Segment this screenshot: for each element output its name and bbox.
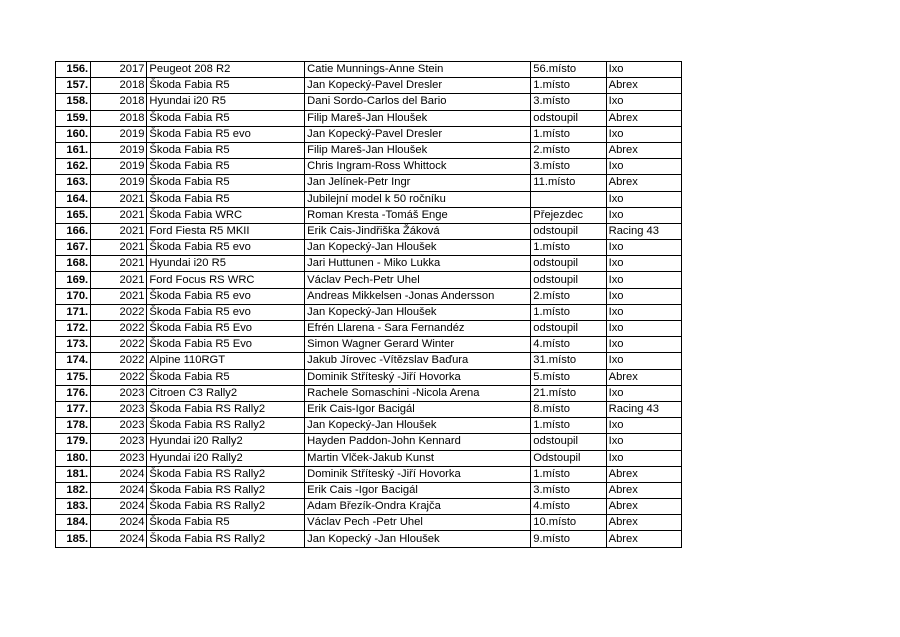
cell-year: 2022: [91, 337, 147, 353]
cell-result: 4.místo: [531, 337, 606, 353]
cell-crew: Andreas Mikkelsen -Jonas Andersson: [305, 288, 531, 304]
cell-model: Ford Focus RS WRC: [147, 272, 305, 288]
table-row: [56, 159, 682, 175]
cell-model: Hyundai i20 R5: [147, 256, 305, 272]
cell-year: 2021: [91, 191, 147, 207]
cell-crew: Dominik Stříteský -Jiří Hovorka: [305, 466, 531, 482]
cell-manufacturer: Abrex: [606, 499, 681, 515]
cell-year: 2018: [91, 94, 147, 110]
cell-crew: Erik Cais-Jindřiška Žáková: [305, 223, 531, 239]
cell-model: Škoda Fabia RS Rally2: [147, 482, 305, 498]
cell-result: 3.místo: [531, 94, 606, 110]
cell-model: Škoda Fabia RS Rally2: [147, 418, 305, 434]
cell-model: Škoda Fabia RS Rally2: [147, 466, 305, 482]
table-row: [56, 126, 682, 142]
cell-result: 4.místo: [531, 499, 606, 515]
table-row: [56, 418, 682, 434]
cell-crew: Jubilejní model k 50 ročníku: [305, 191, 531, 207]
cell-result: 1.místo: [531, 304, 606, 320]
cell-crew: Jan Kopecký-Jan Hloušek: [305, 304, 531, 320]
cell-number: 160.: [56, 126, 91, 142]
cell-result: 1.místo: [531, 240, 606, 256]
cell-year: 2018: [91, 78, 147, 94]
cell-number: 183.: [56, 499, 91, 515]
cell-model: Škoda Fabia R5 evo: [147, 126, 305, 142]
cell-number: 166.: [56, 223, 91, 239]
cell-result: odstoupil: [531, 321, 606, 337]
cell-result: 1.místo: [531, 126, 606, 142]
cell-model: Škoda Fabia WRC: [147, 207, 305, 223]
cell-number: 185.: [56, 531, 91, 547]
cell-crew: Jan Kopecký-Pavel Dresler: [305, 126, 531, 142]
cell-manufacturer: Abrex: [606, 515, 681, 531]
cell-model: Škoda Fabia R5 Evo: [147, 321, 305, 337]
table-row: [56, 62, 682, 78]
cell-number: 165.: [56, 207, 91, 223]
cell-year: 2024: [91, 499, 147, 515]
cell-year: 2022: [91, 321, 147, 337]
cell-crew: Efrén Llarena - Sara Fernandéz: [305, 321, 531, 337]
cell-result: 10.místo: [531, 515, 606, 531]
table-row: [56, 321, 682, 337]
cell-manufacturer: Ixo: [606, 94, 681, 110]
cell-result: 5.místo: [531, 369, 606, 385]
cell-number: 169.: [56, 272, 91, 288]
cell-year: 2018: [91, 110, 147, 126]
cell-result: 1.místo: [531, 466, 606, 482]
cell-manufacturer: Ixo: [606, 207, 681, 223]
table-row: [56, 207, 682, 223]
cell-model: Alpine 110RGT: [147, 353, 305, 369]
cell-number: 167.: [56, 240, 91, 256]
cell-crew: Martin Vlček-Jakub Kunst: [305, 450, 531, 466]
cell-manufacturer: Ixo: [606, 385, 681, 401]
cell-year: 2024: [91, 482, 147, 498]
cell-crew: Erik Cais-Igor Bacigál: [305, 401, 531, 417]
cell-result: 31.místo: [531, 353, 606, 369]
cell-model: Škoda Fabia R5: [147, 369, 305, 385]
cell-model: Škoda Fabia RS Rally2: [147, 531, 305, 547]
table-row: [56, 353, 682, 369]
cell-number: 175.: [56, 369, 91, 385]
cell-model: Škoda Fabia RS Rally2: [147, 401, 305, 417]
cell-crew: Simon Wagner Gerard Winter: [305, 337, 531, 353]
cell-manufacturer: Abrex: [606, 531, 681, 547]
table-row: [56, 240, 682, 256]
cell-number: 177.: [56, 401, 91, 417]
cell-year: 2021: [91, 223, 147, 239]
cell-model: Škoda Fabia R5: [147, 78, 305, 94]
cell-crew: Václav Pech-Petr Uhel: [305, 272, 531, 288]
cell-result: odstoupil: [531, 256, 606, 272]
cell-year: 2023: [91, 418, 147, 434]
cell-manufacturer: Ixo: [606, 126, 681, 142]
cell-result: Odstoupil: [531, 450, 606, 466]
cell-result: 9.místo: [531, 531, 606, 547]
cell-result: odstoupil: [531, 272, 606, 288]
cell-crew: Filip Mareš-Jan Hloušek: [305, 142, 531, 158]
cell-crew: Jan Jelínek-Petr Ingr: [305, 175, 531, 191]
cell-result: 2.místo: [531, 288, 606, 304]
table-row: [56, 466, 682, 482]
table-row: [56, 385, 682, 401]
cell-manufacturer: Ixo: [606, 256, 681, 272]
table-row: [56, 191, 682, 207]
cell-manufacturer: Ixo: [606, 272, 681, 288]
cell-crew: Jan Kopecký -Jan Hloušek: [305, 531, 531, 547]
cell-manufacturer: Racing 43: [606, 223, 681, 239]
cell-crew: Catie Munnings-Anne Stein: [305, 62, 531, 78]
cell-number: 164.: [56, 191, 91, 207]
cell-crew: Jan Kopecký-Jan Hloušek: [305, 240, 531, 256]
cell-year: 2022: [91, 304, 147, 320]
table-row: [56, 531, 682, 547]
cell-year: 2021: [91, 256, 147, 272]
cell-number: 182.: [56, 482, 91, 498]
cell-manufacturer: Ixo: [606, 62, 681, 78]
cell-number: 172.: [56, 321, 91, 337]
cell-result: odstoupil: [531, 223, 606, 239]
cell-year: 2021: [91, 207, 147, 223]
cell-crew: Chris Ingram-Ross Whittock: [305, 159, 531, 175]
cell-manufacturer: Ixo: [606, 159, 681, 175]
cell-crew: Jakub Jírovec -Vítězslav Baďura: [305, 353, 531, 369]
cell-manufacturer: Ixo: [606, 450, 681, 466]
cell-model: Škoda Fabia R5 evo: [147, 304, 305, 320]
cell-model: Škoda Fabia R5: [147, 110, 305, 126]
cell-number: 179.: [56, 434, 91, 450]
cell-manufacturer: Abrex: [606, 142, 681, 158]
cell-crew: Erik Cais -Igor Bacigál: [305, 482, 531, 498]
cell-result: [531, 191, 606, 207]
cell-year: 2023: [91, 434, 147, 450]
cell-model: Škoda Fabia R5 evo: [147, 288, 305, 304]
cell-number: 176.: [56, 385, 91, 401]
cell-year: 2023: [91, 450, 147, 466]
cell-number: 161.: [56, 142, 91, 158]
table-row: [56, 110, 682, 126]
cell-year: 2017: [91, 62, 147, 78]
cell-manufacturer: Ixo: [606, 304, 681, 320]
cell-number: 170.: [56, 288, 91, 304]
cell-result: Přejezdec: [531, 207, 606, 223]
document-sheet: [55, 61, 682, 548]
cell-year: 2021: [91, 272, 147, 288]
cell-model: Citroen C3 Rally2: [147, 385, 305, 401]
cell-result: 11.místo: [531, 175, 606, 191]
table-row: [56, 175, 682, 191]
cell-model: Škoda Fabia RS Rally2: [147, 499, 305, 515]
cell-result: 1.místo: [531, 78, 606, 94]
cell-result: 2.místo: [531, 142, 606, 158]
cell-year: 2022: [91, 353, 147, 369]
cell-number: 168.: [56, 256, 91, 272]
table-row: [56, 515, 682, 531]
cell-year: 2022: [91, 369, 147, 385]
cell-number: 181.: [56, 466, 91, 482]
cell-model: Hyundai i20 Rally2: [147, 450, 305, 466]
cell-crew: Roman Kresta -Tomáš Enge: [305, 207, 531, 223]
cell-year: 2023: [91, 385, 147, 401]
cell-model: Škoda Fabia R5: [147, 142, 305, 158]
table-row: [56, 94, 682, 110]
cell-crew: Rachele Somaschini -Nicola Arena: [305, 385, 531, 401]
cell-year: 2024: [91, 531, 147, 547]
table-row: [56, 434, 682, 450]
cell-year: 2024: [91, 515, 147, 531]
cell-number: 171.: [56, 304, 91, 320]
cell-manufacturer: Racing 43: [606, 401, 681, 417]
table-row: [56, 272, 682, 288]
table-row: [56, 223, 682, 239]
cell-result: 21.místo: [531, 385, 606, 401]
cell-manufacturer: Ixo: [606, 337, 681, 353]
cell-manufacturer: Ixo: [606, 321, 681, 337]
cell-manufacturer: Ixo: [606, 191, 681, 207]
cell-manufacturer: Ixo: [606, 288, 681, 304]
table-row: [56, 450, 682, 466]
cell-model: Peugeot 208 R2: [147, 62, 305, 78]
cell-crew: Adam Březík-Ondra Krajča: [305, 499, 531, 515]
cell-year: 2019: [91, 126, 147, 142]
cell-number: 180.: [56, 450, 91, 466]
cell-number: 156.: [56, 62, 91, 78]
cell-number: 157.: [56, 78, 91, 94]
cell-model: Škoda Fabia R5 Evo: [147, 337, 305, 353]
table-row: [56, 401, 682, 417]
cell-manufacturer: Abrex: [606, 175, 681, 191]
cell-manufacturer: Ixo: [606, 418, 681, 434]
cell-result: odstoupil: [531, 434, 606, 450]
cell-manufacturer: Ixo: [606, 434, 681, 450]
cell-model: Škoda Fabia R5: [147, 159, 305, 175]
table-row: [56, 337, 682, 353]
cell-model: Škoda Fabia R5: [147, 515, 305, 531]
cell-number: 163.: [56, 175, 91, 191]
table-row: [56, 499, 682, 515]
cell-result: 3.místo: [531, 159, 606, 175]
cell-number: 173.: [56, 337, 91, 353]
table-body: [56, 62, 682, 548]
cell-number: 184.: [56, 515, 91, 531]
cell-manufacturer: Abrex: [606, 369, 681, 385]
table-row: [56, 369, 682, 385]
cell-crew: Dani Sordo-Carlos del Bario: [305, 94, 531, 110]
cell-manufacturer: Ixo: [606, 353, 681, 369]
cell-number: 162.: [56, 159, 91, 175]
cell-crew: Václav Pech -Petr Uhel: [305, 515, 531, 531]
cell-crew: Dominik Stříteský -Jiří Hovorka: [305, 369, 531, 385]
cell-manufacturer: Abrex: [606, 482, 681, 498]
cell-result: 3.místo: [531, 482, 606, 498]
table-row: [56, 256, 682, 272]
cell-result: 56.místo: [531, 62, 606, 78]
cell-crew: Jan Kopecký-Jan Hloušek: [305, 418, 531, 434]
cell-crew: Filip Mareš-Jan Hloušek: [305, 110, 531, 126]
cell-year: 2021: [91, 288, 147, 304]
cell-model: Hyundai i20 R5: [147, 94, 305, 110]
cell-number: 159.: [56, 110, 91, 126]
cell-model: Škoda Fabia R5: [147, 175, 305, 191]
cell-model: Hyundai i20 Rally2: [147, 434, 305, 450]
cell-manufacturer: Ixo: [606, 240, 681, 256]
cell-result: odstoupil: [531, 110, 606, 126]
table-row: [56, 288, 682, 304]
cell-model: Ford Fiesta R5 MKII: [147, 223, 305, 239]
cell-number: 174.: [56, 353, 91, 369]
cell-crew: Jan Kopecký-Pavel Dresler: [305, 78, 531, 94]
table-row: [56, 482, 682, 498]
cell-crew: Hayden Paddon-John Kennard: [305, 434, 531, 450]
cell-year: 2024: [91, 466, 147, 482]
table-row: [56, 78, 682, 94]
cell-year: 2023: [91, 401, 147, 417]
cell-crew: Jari Huttunen - Miko Lukka: [305, 256, 531, 272]
cell-year: 2019: [91, 159, 147, 175]
cell-number: 178.: [56, 418, 91, 434]
cell-number: 158.: [56, 94, 91, 110]
cell-year: 2019: [91, 142, 147, 158]
cell-manufacturer: Abrex: [606, 110, 681, 126]
cell-model: Škoda Fabia R5 evo: [147, 240, 305, 256]
rally-models-table: [55, 61, 682, 548]
cell-manufacturer: Abrex: [606, 78, 681, 94]
table-row: [56, 142, 682, 158]
cell-result: 1.místo: [531, 418, 606, 434]
cell-model: Škoda Fabia R5: [147, 191, 305, 207]
cell-result: 8.místo: [531, 401, 606, 417]
cell-year: 2021: [91, 240, 147, 256]
cell-year: 2019: [91, 175, 147, 191]
table-row: [56, 304, 682, 320]
cell-manufacturer: Abrex: [606, 466, 681, 482]
